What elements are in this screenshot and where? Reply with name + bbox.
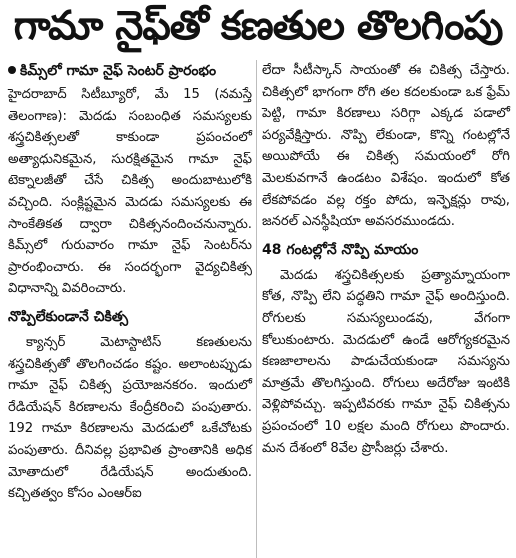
strapline-text: కిమ్స్‌లో గామా నైఫ్ సెంటర్ ప్రారంభం: [20, 63, 217, 79]
right-body-paragraph: మెదడు శస్త్రచికిత్సలకు ప్రత్యామ్నాయంగా కోత, నొప్పి లేని పద్ధతిని గామా నైఫ్ అందిస్తుంది. రోగులకు సమస్యలుండవు, వేగంగా కోలుకుంటారు. మెదడులో ఉండే ఆరోగ్యకరమైన కణజాలాలను పాడుచేయకుండా సమస్యను మాత్రమే తొలగిస్తుంది. రోగులు అదేరోజు ఇంటికి వెళ్లిపోవచ్చు. ఇప్పటివరకు గామా నైఫ్ చికిత్సను ప్రపంచంలో 10 లక్షల మంది రోగులు పొందారు. మన దేశంలో 8వేల ప్రొసీజర్లు చేశారు.: [262, 267, 510, 456]
continued-paragraph: లేదా సీటీస్కాన్ సాయంతో ఈ చికిత్స చేస్తారు. చికిత్సలో భాగంగా రోగి తల కదలకుండా ఒక ఫ్రేమ్ పెట్టి, గామా కిరణాలు సరిగ్గా ఎక్కడ పడాలో పర్యవేక్షిస్తారు. నొప్పి లేకుండా, కొన్ని గంటల్లోనే అయిపోయే ఈ చికిత్స సమయంలో రోగి మెలకువగానే ఉండటం విశేషం. ఇందులో కోత లేకపోవడం వల్ల రక్తం పోదు, ఇన్ఫెక్షన్లు రావు, జనరల్ ఎనస్థీషియా అవసరముండదు.: [262, 63, 510, 230]
subheading-left: నొప్పిలేకుండానే చికిత్స: [8, 308, 129, 325]
strapline: [8, 60, 252, 82]
subheading-right: 48 గంటల్లోనే నొప్పి మాయం: [262, 241, 419, 258]
left-column: [8, 60, 252, 505]
intro-paragraph: హైదరాబాద్ సిటీబ్యూరో, మే 15 (నమస్తే తెలంగాణ): మెదడు సంబంధిత సమస్యలకు శస్త్రచికిత్సలతో కాకుండా ప్రపంచంలో అత్యాధునికమైన, సురక్షితమైన గామా నైఫ్ టెక్నాలజీతో చేసే చికిత్స అందుబాటులోకి వచ్చింది. సంక్లిష్టమైన మెదడు సమస్యలకు ఈ సాంకేతికత ద్వారా చికిత్సనందించనున్నారు. కిమ్స్‌లో గురువారం గామా నైఫ్ సెంటర్‌ను ప్రారంభించారు. ఈ సందర్భంగా వైద్యచికిత్స విధానాన్ని వివరించారు.: [8, 87, 252, 297]
column-divider: [256, 60, 257, 558]
headline: గామా నైఫ్‌తో కణతుల తొలగింపు: [13, 3, 503, 49]
right-column: [262, 60, 510, 459]
left-body-paragraph: క్యాన్సర్ మెటాస్టాటిస్ కణతులను శస్త్రచికిత్సతో తొలగించడం కష్టం. అలాంటప్పుడు గామా నైఫ్ చికిత్స ప్రయోజనకరం. ఇందులో రేడియేషన్ కిరణాలను కేంద్రీకరించి పంపుతారు. 192 గామా కిరణాలను మెదడులో ఒకేచోటకు పంపుతారు. దీనివల్ల ప్రభావిత ప్రాంతానికి అధిక మోతాదులో రేడియేషన్ అందుతుంది. కచ్చితత్వం కోసం ఎంఆర్ఐ: [8, 334, 252, 502]
bullet-icon: [8, 66, 16, 74]
